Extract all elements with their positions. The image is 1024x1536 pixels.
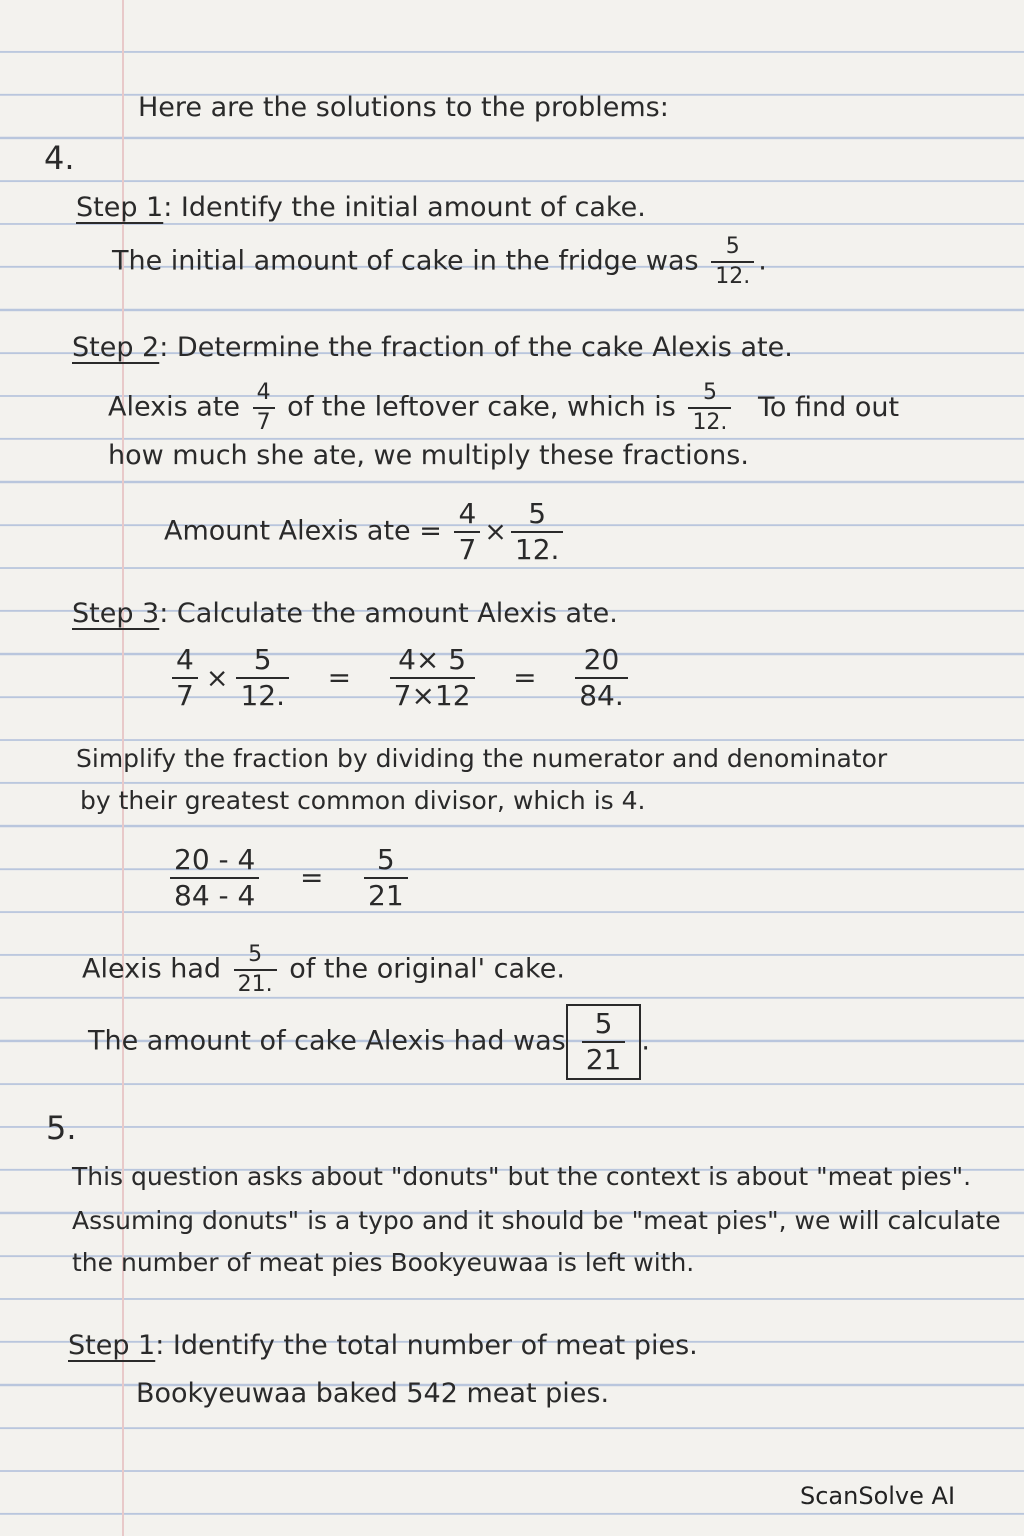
step-label: Step 1 xyxy=(76,192,164,223)
q4-step1-text xyxy=(112,236,767,288)
period: . xyxy=(641,1025,650,1057)
fraction-4-7 xyxy=(253,382,275,434)
q4-step2-line1 xyxy=(108,382,899,434)
text: Alexis had xyxy=(82,953,222,985)
numerator: 5 xyxy=(376,843,395,876)
fraction-4-7 xyxy=(172,643,198,712)
denominator: 84 - 4 xyxy=(170,877,259,910)
numerator: 5 xyxy=(253,643,272,676)
fraction-5-21 xyxy=(364,843,408,912)
q5-step1-heading xyxy=(68,1332,698,1359)
q4-step2-heading xyxy=(72,334,793,361)
fraction-5-12 xyxy=(511,497,564,566)
equals-sign: = xyxy=(299,861,324,894)
text: Alexis ate xyxy=(108,391,240,423)
denominator: 7×12 xyxy=(390,677,475,710)
step-title: : Determine the fraction of the cake Alexis ate. xyxy=(159,332,793,363)
q4-step2-line2: how much she ate, we multiply these fractions. xyxy=(108,440,749,471)
q4-final-answer xyxy=(88,1004,650,1080)
denominator: 12. xyxy=(511,531,564,564)
q5-paragraph-line1: This question asks about "donuts" but the context is about "meat pies". xyxy=(72,1162,972,1191)
equals-sign: = xyxy=(513,661,537,694)
fraction-4-7 xyxy=(454,497,480,566)
fraction-product xyxy=(390,643,475,712)
fraction-5-21 xyxy=(234,944,277,996)
numerator: 5 xyxy=(594,1007,613,1040)
q4-step1-heading xyxy=(76,194,646,221)
q4-step3-heading xyxy=(72,600,618,627)
step-title: : Calculate the amount Alexis ate. xyxy=(159,598,618,629)
q5-step1-text: Bookyeuwaa baked 542 meat pies. xyxy=(136,1378,610,1409)
sentence: The initial amount of cake in the fridge was xyxy=(112,245,699,277)
text: To find out xyxy=(758,391,900,423)
numerator: 5 xyxy=(702,380,717,405)
times-sign: × xyxy=(484,516,507,548)
intro-heading: Here are the solutions to the problems: xyxy=(138,92,669,123)
denominator: 12. xyxy=(688,407,731,434)
denominator: 7 xyxy=(253,407,275,434)
text: of the original' cake. xyxy=(289,953,565,985)
numerator: 5 xyxy=(528,497,547,530)
denominator: 84. xyxy=(575,677,628,710)
fraction-20-84 xyxy=(575,643,628,712)
denominator: 12. xyxy=(236,677,289,710)
fraction-divided xyxy=(170,843,259,912)
q4-step3-calculation xyxy=(168,643,632,712)
fraction-5-12 xyxy=(688,382,731,434)
question-4-number: 4. xyxy=(44,139,75,177)
fraction-5-12 xyxy=(711,236,754,288)
numerator: 20 xyxy=(583,643,620,676)
numerator: 20 - 4 xyxy=(174,843,256,876)
numerator: 4 xyxy=(256,380,271,405)
fraction-5-21 xyxy=(582,1007,626,1076)
equation-label: Amount Alexis ate = xyxy=(164,515,442,547)
numerator: 4 xyxy=(458,497,477,530)
brand-watermark: ScanSolve AI xyxy=(800,1482,956,1510)
numerator: 4× 5 xyxy=(398,643,467,676)
denominator: 21 xyxy=(364,877,408,910)
q4-step2-equation xyxy=(164,497,567,566)
step-title: : Identify the initial amount of cake. xyxy=(163,192,646,223)
numerator: 5 xyxy=(725,234,740,259)
q5-paragraph-line2: Assuming donuts" is a typo and it should be "meat pies", we will calculate xyxy=(72,1206,1001,1235)
text: The amount of cake Alexis had was xyxy=(88,1025,566,1057)
numerator: 5 xyxy=(248,942,263,967)
step-label: Step 2 xyxy=(72,332,160,363)
text: of the leftover cake, which is xyxy=(287,391,676,423)
q4-simplify-line1: Simplify the fraction by dividing the numerator and denominator xyxy=(76,744,888,773)
q4-alexis-had xyxy=(82,944,565,996)
answer-box xyxy=(566,1004,642,1080)
step-label: Step 3 xyxy=(72,598,160,629)
step-label: Step 1 xyxy=(68,1330,156,1361)
step-title: : Identify the total number of meat pies. xyxy=(155,1330,698,1361)
denominator: 21. xyxy=(234,969,277,996)
denominator: 21 xyxy=(582,1041,626,1074)
equals-sign: = xyxy=(327,661,352,694)
times-sign: × xyxy=(205,662,229,694)
denominator: 7 xyxy=(454,531,480,564)
question-5-number: 5. xyxy=(46,1109,77,1147)
q4-simplify-line2: by their greatest common divisor, which is 4. xyxy=(80,786,646,815)
period: . xyxy=(758,245,767,277)
numerator: 4 xyxy=(176,643,194,676)
q4-simplify-equation xyxy=(166,843,412,912)
denominator: 7 xyxy=(172,677,198,710)
q5-paragraph-line3: the number of meat pies Bookyeuwaa is left with. xyxy=(72,1248,695,1277)
fraction-5-12 xyxy=(236,643,289,712)
denominator: 12. xyxy=(711,261,754,288)
